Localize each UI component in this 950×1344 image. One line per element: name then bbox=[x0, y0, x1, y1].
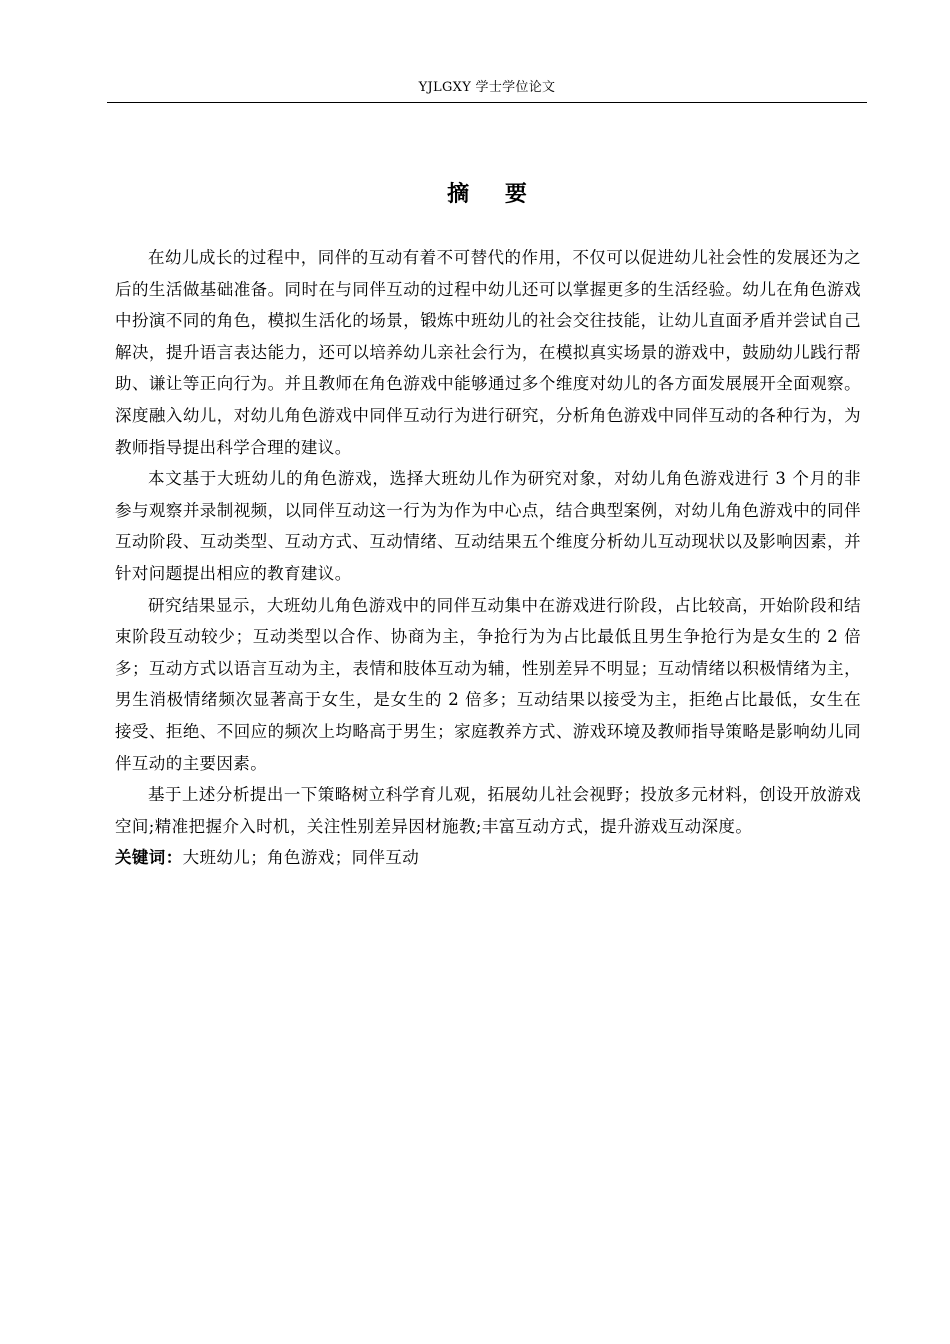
abstract-paragraph-2: 本文基于大班幼儿的角色游戏，选择大班幼儿作为研究对象，对幼儿角色游戏进行 3 个月的非参与观察并录制视频，以同伴互动这一行为为作为中心点，结合典型案例，对幼儿角色游戏中的同伴互动阶段、互动类型、互动方式、互动情绪、互动结果五个维度分析幼儿互动现状以及影响因素，并针对问题提出相应的教育建议。 bbox=[115, 469, 861, 583]
header-divider bbox=[107, 102, 867, 103]
abstract-paragraph-3: 研究结果显示，大班幼儿角色游戏中的同伴互动集中在游戏进行阶段，占比较高，开始阶段和结束阶段互动较少；互动类型以合作、协商为主，争抢行为为占比最低且男生争抢行为是女生的 2 倍多；互动方式以语言互动为主，表情和肢体互动为辅，性别差异不明显；互动情绪以积极情绪为主，男生消极情绪频次显著高于女生，是女生的 2 倍多；互动结果以接受为主，拒绝占比最低，女生在接受、拒绝、不回应的频次上均略高于男生；家庭教养方式、游戏环境及教师指导策略是影响幼儿同伴互动的主要因素。 bbox=[115, 595, 861, 773]
keywords-value: 大班幼儿；角色游戏；同伴互动 bbox=[182, 848, 420, 868]
abstract-body bbox=[115, 242, 861, 874]
abstract-paragraph-1: 在幼儿成长的过程中，同伴的互动有着不可替代的作用，不仅可以促进幼儿社会性的发展还为之后的生活做基础准备。同时在与同伴互动的过程中幼儿还可以掌握更多的生活经验。幼儿在角色游戏中扮演不同的角色，模拟生活化的场景，锻炼中班幼儿的社会交往技能，让幼儿直面矛盾并尝试自己解决，提升语言表达能力，还可以培养幼儿亲社会行为，在模拟真实场景的游戏中，鼓励幼儿践行帮助、谦让等正向行为。并且教师在角色游戏中能够通过多个维度对幼儿的各方面发展展开全面观察。深度融入幼儿，对幼儿角色游戏中同伴互动行为进行研究，分析角色游戏中同伴互动的各种行为，为教师指导提出科学合理的建议。 bbox=[115, 248, 861, 457]
running-header: YJLGXY 学士学位论文 bbox=[418, 80, 556, 95]
abstract-title: 摘 要 bbox=[447, 181, 541, 207]
abstract-paragraph-4: 基于上述分析提出一下策略树立科学育儿观，拓展幼儿社会视野；投放多元材料，创设开放游戏空间;精准把握介入时机，关注性别差异因材施教;丰富互动方式，提升游戏互动深度。 bbox=[115, 785, 861, 836]
keywords-label: 关键词： bbox=[115, 848, 183, 868]
keywords-line bbox=[115, 842, 861, 874]
